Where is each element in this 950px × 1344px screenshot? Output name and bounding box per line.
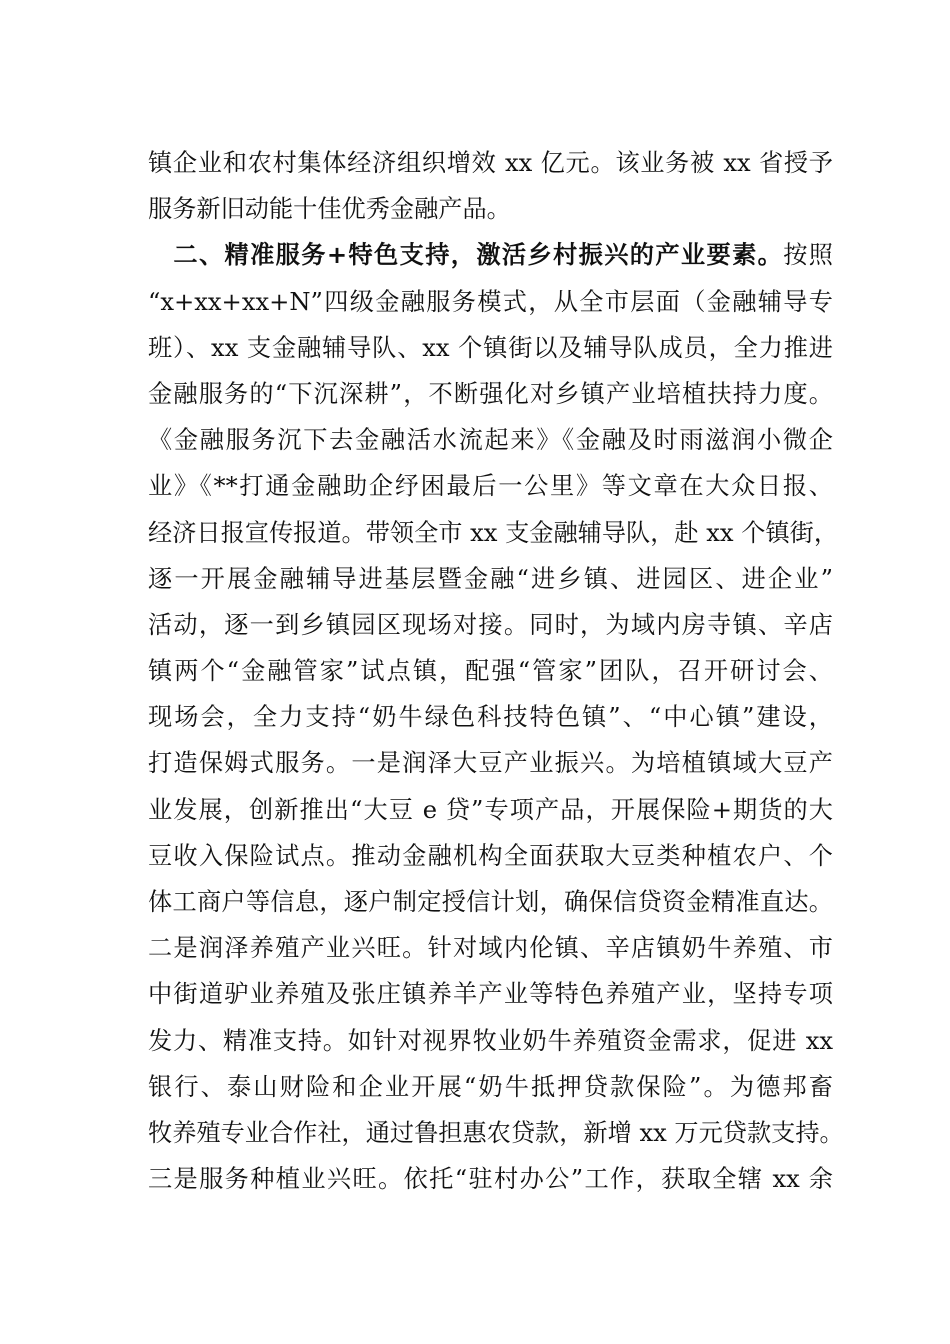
- text-line: 银行、泰山财险和企业开展“奶牛抵押贷款保险”。为德邦畜: [148, 1072, 833, 1101]
- section-heading-line: [148, 232, 833, 278]
- text-line: 金融服务的“下沉深耕”，不断强化对乡镇产业培植扶持力度。: [148, 379, 833, 408]
- text-line: 现场会，全力支持“奶牛绿色科技特色镇”、“中心镇”建设，: [148, 703, 833, 732]
- text-line: 《金融服务沉下去金融活水流起来》《金融及时雨滋润小微企: [148, 426, 833, 455]
- document-body: [148, 140, 844, 1202]
- text-line: 活动，逐一到乡镇园区现场对接。同时，为域内房寺镇、辛店: [148, 610, 833, 639]
- text-line: “x+xx+xx+N”四级金融服务模式，从全市层面（金融辅导专: [148, 287, 833, 316]
- text-line: 逐一开展金融辅导进基层暨金融“进乡镇、进园区、进企业”: [148, 564, 833, 593]
- text-line: 中街道驴业养殖及张庄镇养羊产业等特色养殖产业，坚持专项: [148, 980, 833, 1009]
- text-line: 镇企业和农村集体经济组织增效 xx 亿元。该业务被 xx 省授予: [148, 149, 833, 177]
- section-heading: 二、精准服务+特色支持，激活乡村振兴的产业要素。: [172, 241, 784, 270]
- text-line: 业》《**打通金融助企纾困最后一公里》等文章在大众日报、: [148, 472, 833, 501]
- text-line: 体工商户等信息，逐户制定授信计划，确保信贷资金精准直达。: [148, 888, 833, 916]
- text-line: 经济日报宣传报道。带领全市 xx 支金融辅导队，赴 xx 个镇街，: [148, 518, 839, 547]
- text-line: 发力、精准支持。如针对视界牧业奶牛养殖资金需求，促进 xx: [148, 1026, 833, 1055]
- text-line: 业发展，创新推出“大豆 e 贷”专项产品，开展保险+期货的大: [148, 795, 833, 824]
- text-line: 二是润泽养殖产业兴旺。针对域内伦镇、辛店镇奶牛养殖、市: [148, 934, 833, 963]
- text-line: 班）、xx 支金融辅导队、xx 个镇街以及辅导队成员，全力推进: [148, 333, 833, 362]
- text-line: 打造保姆式服务。一是润泽大豆产业振兴。为培植镇域大豆产: [148, 749, 833, 778]
- text-fragment: 按照: [783, 241, 833, 270]
- text-line: 牧养殖专业合作社，通过鲁担惠农贷款，新增 xx 万元贷款支持。: [148, 1118, 844, 1147]
- text-line: 三是服务种植业兴旺。依托“驻村办公”工作，获取全辖 xx 余: [148, 1165, 833, 1194]
- text-line: 服务新旧动能十佳优秀金融产品。: [148, 195, 511, 224]
- text-line: 镇两个“金融管家”试点镇，配强“管家”团队，召开研讨会、: [148, 657, 833, 686]
- text-line: 豆收入保险试点。推动金融机构全面获取大豆类种植农户、个: [148, 841, 833, 870]
